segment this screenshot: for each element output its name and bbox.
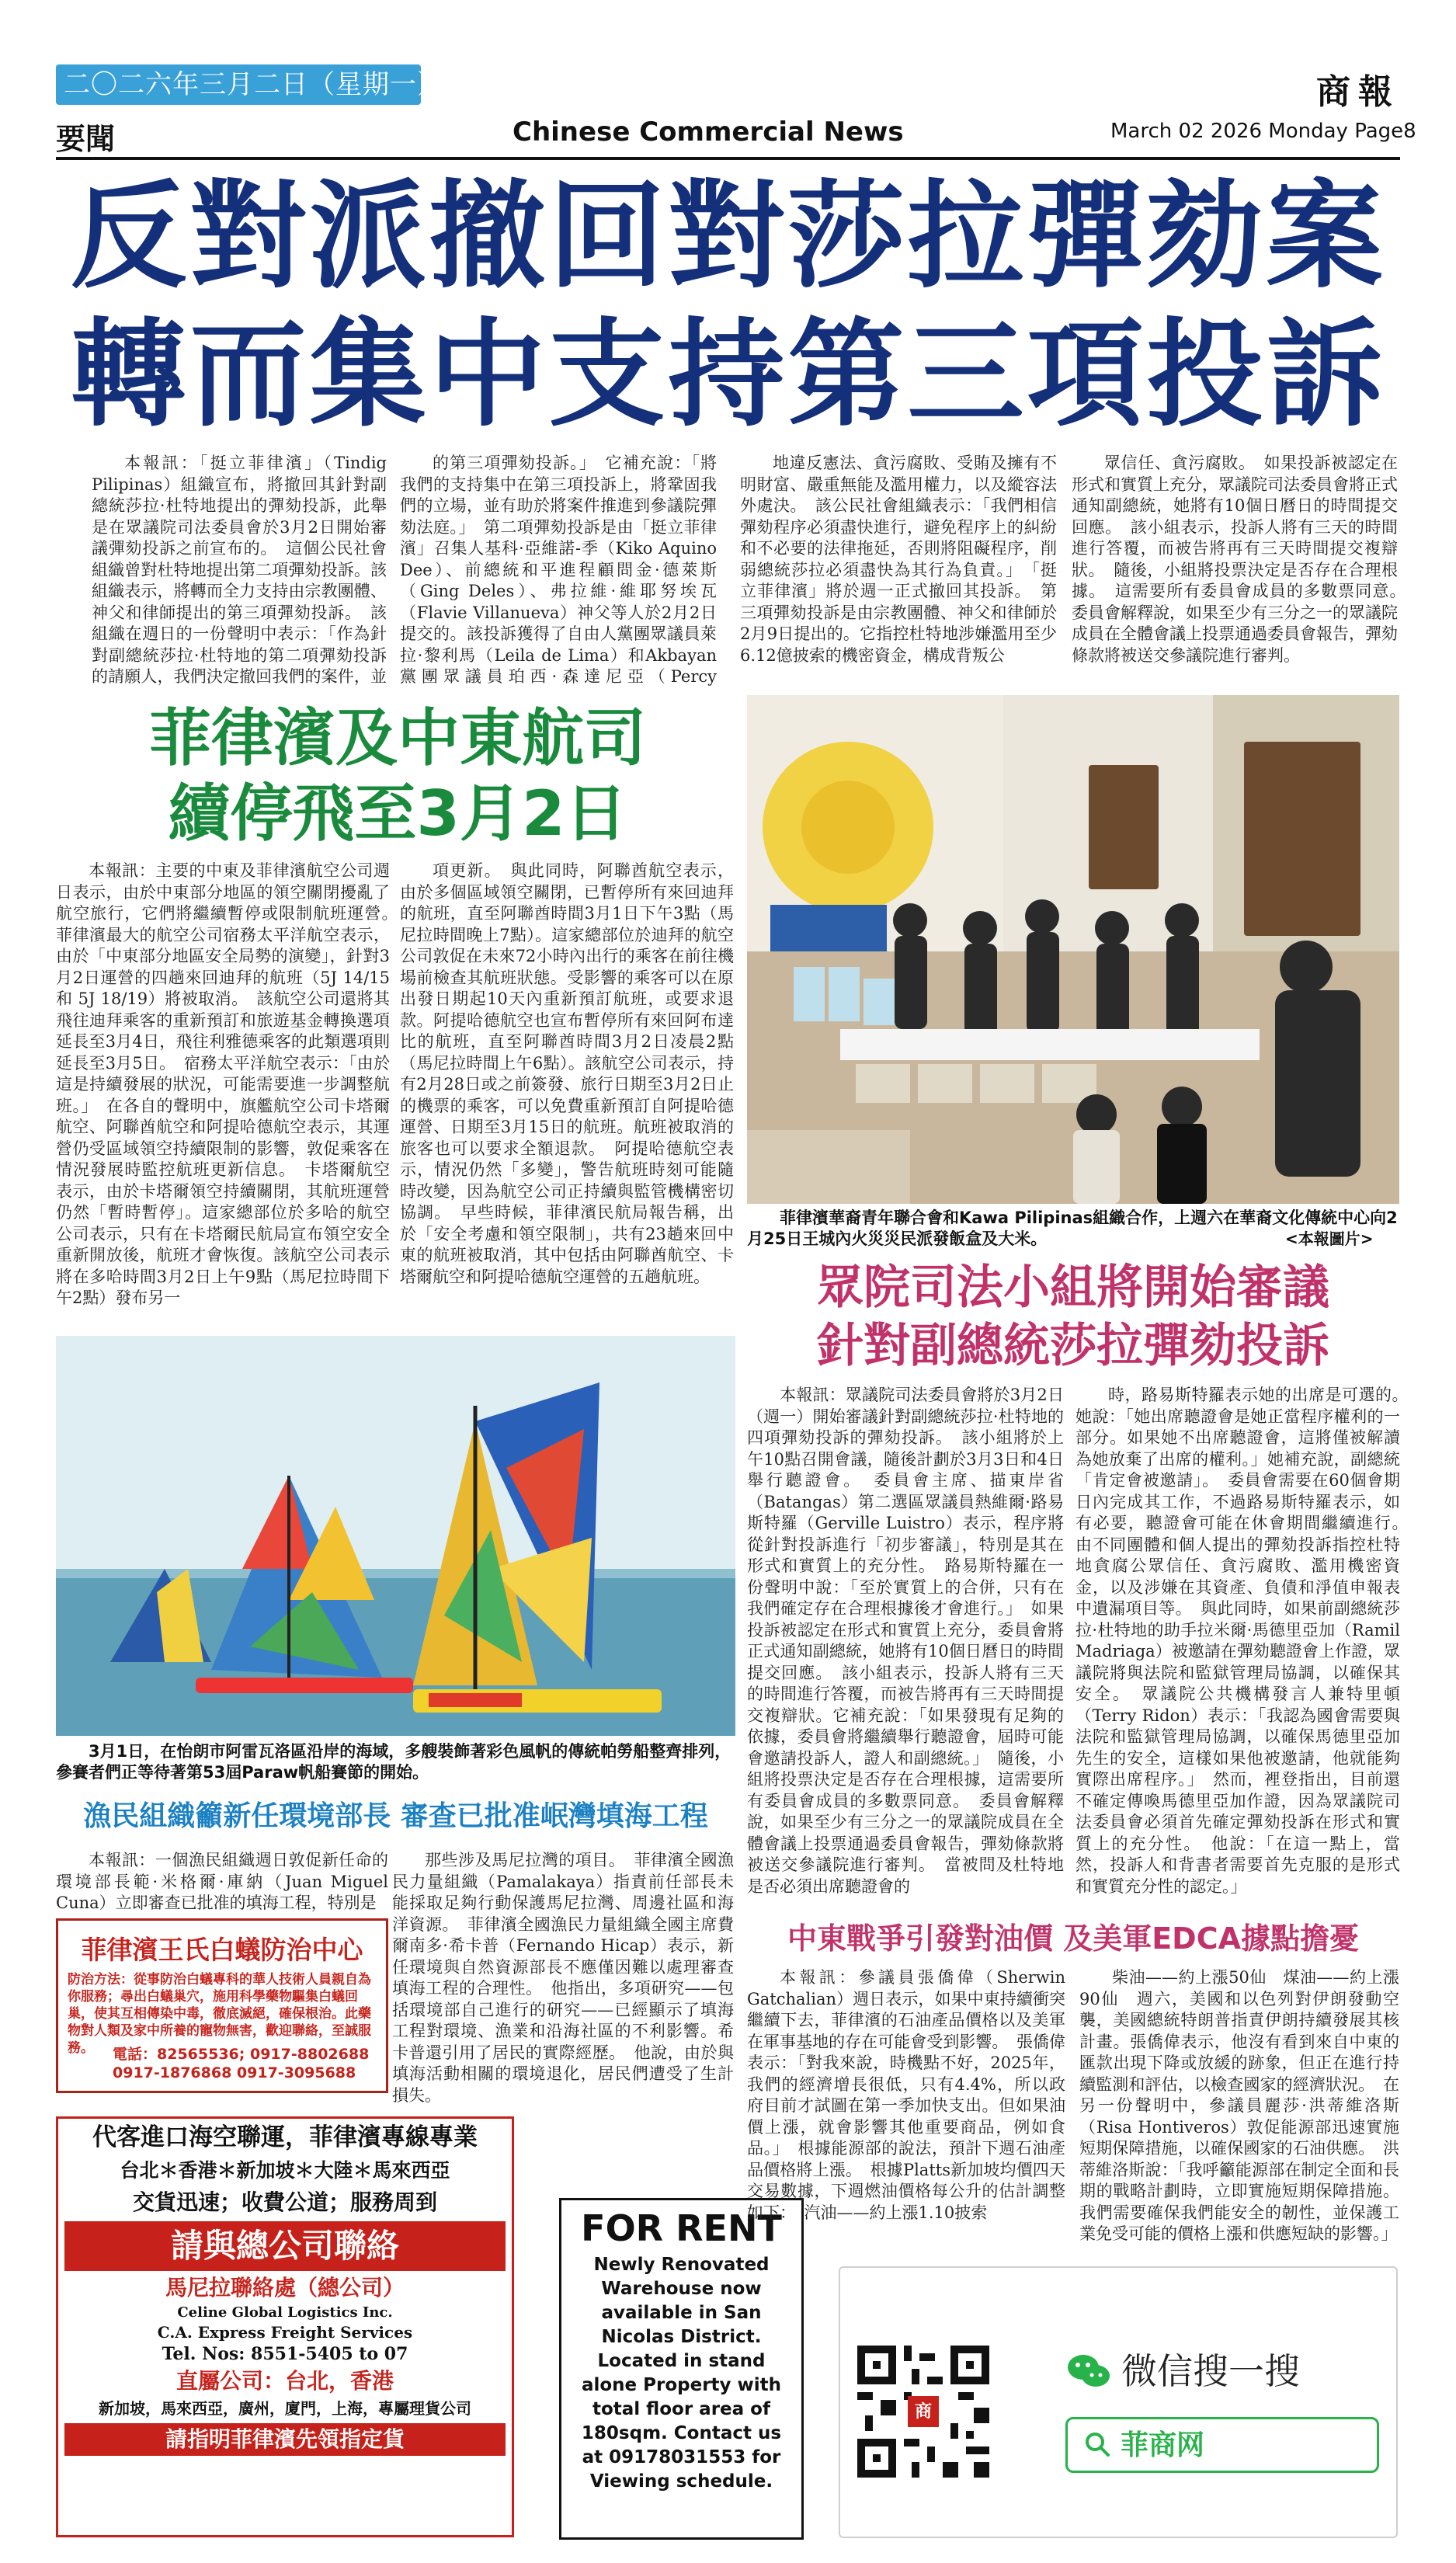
story2-headline-line1: 菲律濱及中東航司 [149, 702, 646, 774]
story3-headline-line2: 針對副總統莎拉彈劾投訴 [817, 1319, 1329, 1373]
story3-col2: 時，路易斯特羅表示她的出席是可選的。 她說：「她出席聽證會是她正當程序權利的一部分。如果她不出席聽證會，這將僅被解讀為她放棄了出席的權利。」她補充說，副總統「肯定會被邀請」。 委員會需要在60個會期日內完成其工作，不過路易斯特羅表示，如有必要，聽證會可能在休會期間繼續進行。 由不同團體和個人提出的彈劾投訴指控杜特地貪腐公眾信任、貪污腐敗、濫用機密資金，以及涉嫌在其資產、負債和淨值申報表中遺漏項目等。 與此同時，如果前副總統莎拉·杜特地的助手拉米爾·馬德里亞加（Ramil Madriaga）被邀請在彈劾聽證會上作證，眾議院將與法院和監獄管理局協調，以確保其安全。 眾議院公共機構發言人兼特里頓（Terry Ridon）表示：「我認為國會需要與法院和監獄管理局協調，以確保馬德里亞加先生的安全，這樣如果他被邀請，他就能夠實際出席程序。」 然而，裡登指出，目前還不確定傳喚馬德里亞加作證，因為眾議院司法委員會必須首先確定彈劾投訴在形式和實質上的充分性。 他說：「在這一點上，當然，投訴人和背書者需要首先克服的是形式和實質充分性的認定。」 [1075, 1386, 1400, 1896]
main-headline-line1: 反對派撤回對莎拉彈劾案 [70, 169, 1386, 304]
story3-col1: 本報訊：眾議院司法委員會將於3月2日（週一）開始審議針對副總統莎拉·杜特地的四項彈劾投訴的彈劾投訴。 該小組將於上午10點召開會議，隨後計劃於3月3日和4日舉行聽證會。 委員會主席、描東岸省（Batangas）第二選區眾議員熱維爾·路易斯特羅（Gerville Luistro）表示，程序將從針對投訴進行「初步審議」，特別是其在形式和實質上的充分性。 路易斯特羅在一份聲明中說：「至於實質上的合併，只有在我們確定存在合理根據後才會進行。」 如果投訴被認定在形式和實質上充分，委員會將正式通知副總統，她將有10個日曆日的時間提交回應。 該小組表示，投訴人將有三天的時間進行答覆，而被告將再有三天時間提交複辯狀。它補充說：「如果發現有足夠的依據，委員會將繼續舉行聽證會，屆時可能會邀請投訴人，證人和副總統。」 隨後，小組將投票決定是否存在合理根據，這需要所有委員會成員的多數票同意。 委員會解釋說，如果至少有三分之一的眾議院成員在全體會議上投票通過委員會報告，彈劾條款將被送交參議院進行審判。 當被問及杜特地是否必須出席聽證會的 [747, 1386, 1064, 1896]
qr-center-mark: 商 [914, 2401, 932, 2422]
wechat-icon-art [1067, 2353, 1110, 2389]
photo-food-distribution [747, 695, 1399, 1204]
paper-name-en: Chinese Commercial News [513, 116, 904, 148]
wechat-search-term: 菲商网 [1121, 2429, 1205, 2461]
ad-shipping-tagline: 交貨迅速；收費公道；服務周到 [132, 2189, 437, 2215]
masthead-date: 二〇二六年三月二日（星期一） [64, 69, 444, 100]
ad-shipping-company-2: C.A. Express Freight Services [157, 2323, 413, 2342]
photo-food-distribution-art [747, 695, 1399, 1204]
ad-shipping-tel: Tel. Nos: 8551-5405 to 07 [162, 2344, 408, 2364]
story4-col1: 本報訊：一個漁民組織週日敦促新任命的環境部長範·米格爾·庫納（Juan Miguel Cuna）立即審查已批准的填海工程，特別是 [56, 1851, 388, 1912]
ad-termite-body: 防治方法：從事防治白蟻專科的華人技術人員親自為你服務；尋出白蟻巢穴，施用科學藥物驅集白蟻回巢，使其互相傳染中毒，徹底滅絕，確保根治。此藥物對人類及家中所養的寵物無害，歡迎聯絡，至誠服務。 [68, 1972, 371, 2056]
photo1-caption: 菲律濱華裔青年聯合會和Kawa Pilipinas組織合作，上週六在華裔文化傳統中心向2月25日王城內火災災民派發飯盒及大米。 [747, 1208, 1398, 1248]
story4-col2: 那些涉及馬尼拉灣的項目。 菲律濱全國漁民力量組織（Pamalakaya）指責前任部長未能採取足夠行動保護馬尼拉灣、周邊社區和海洋資源。 菲律濱全國漁民力量組織全國主席費爾南多·希卡普（Fernando Hicap）表示，新任環境與自然資源部長不應僅因難以處理審查填海工程的合理性。 他指出，多項研究——包括環境部自己進行的研究——已經顯示了填海工程對環境、漁業和沿海社區的不利影響。希卡普還引用了居民的實際經歷。 他說，由於與填海活動相關的環境退化，居民們遭受了生計損失。 [392, 1851, 734, 2105]
ad-termite-phones [113, 2045, 369, 2082]
photo1-credit: <本報圖片> [1285, 1229, 1374, 1248]
ad-shipping-office: 馬尼拉聯絡處（總公司） [165, 2275, 405, 2300]
masthead-rule [56, 157, 1400, 160]
main-headline-line2: 轉而集中支持第三項投訴 [70, 308, 1386, 443]
ad-termite-phone1: 82565536; 0917-8802688 [157, 2046, 370, 2063]
story5-col1: 本報訊：參議員張僑偉（Sherwin Gatchalian）週日表示，如果中東持續衝突繼續下去，菲律濱的石油產品價格以及美軍在軍事基地的存在可能會受到影響。 張僑偉表示：「對我來說，時機點不好，2025年，我們的經濟增長很低，只有4.4%，所以政府目前才試圖在第一季加快支出。但如果油價上漲，就會影響其他重要商品，例如食品。」 根據能源部的說法，預計下週石油產品價格將上漲。 根據Platts新加坡均價四天交易數據，下週燃油價格每公升的估計調整如下： 汽油——約上漲1.10披索 [747, 1968, 1065, 2222]
photo-sailboats-art [56, 1336, 735, 1736]
date-en: March 02 2026 Monday Page8 [1110, 120, 1416, 143]
ad-termite-title: 菲律濱王氏白蟻防治中心 [81, 1935, 363, 1965]
paper-logo: 商報 [1316, 72, 1400, 112]
ad-shipping-footer: 請指明菲律濱先領指定貨 [64, 2423, 506, 2456]
qr-code [857, 2346, 989, 2478]
wechat-search-label: 微信搜一搜 [1121, 2350, 1300, 2392]
story3-headline-line1: 眾院司法小組將開始審議 [817, 1261, 1329, 1315]
story5-col2: 柴油——約上漲50仙 煤油——約上漲90仙 週六，美國和以色列對伊朗發動空襲，美國總統特朗普指責伊朗持續發展其核計畫。張僑偉表示，他沒有看到來自中東的匯款出現下降或放緩的跡象，但正在進行持續監測和評估，以檢查國家的經濟狀況。 在另一份聲明中，參議員麗莎·洪蒂維洛斯（Risa Hontiveros）敦促能源部迅速實施短期保障措施，以確保國家的石油供應。 洪蒂維洛斯說：「我呼籲能源部在制定全面和長期的戰略計劃時，立即實施短期保障措施。我們需要確保我們能安全的韌性，並保護工業免受可能的價格上漲和供應短缺的影響。」 [1079, 1968, 1399, 2243]
ad-termite-phone2: 0917-1876868 0917-3095688 [113, 2064, 356, 2081]
ad-termite-phone-label: 電話： [113, 2046, 158, 2063]
story5-headline: 中東戰爭引發對油價 及美軍EDCA據點擔憂 [787, 1921, 1360, 1956]
story2-col2: 項更新。 與此同時，阿聯酋航空表示，由於多個區域領空關閉，已暫停所有來回迪拜的航班，直至阿聯酋時間3月1日下午3點（馬尼拉時間晚上7點）。這家總部位於迪拜的航空公司敦促在未來72小時內出行的乘客在前往機場前檢查其航班狀態。受影響的乘客可以在原出發日期起10天內重新預訂航班，或要求退款。阿提哈德航空也宣布暫停所有來回阿布達比的航班，直至阿聯酋時間3月2日凌晨2點（馬尼拉時間上午6點）。該航空公司表示，持有2月28日或之前簽發、旅行日期至3月2日止的機票的乘客，可以免費重新預訂自阿提哈德運營、日期至3月15日的航班。航班被取消的旅客也可以要求全額退款。 阿提哈德航空表示，情況仍然「多變」，警告航班時刻可能隨時改變，因為航空公司正持續與監管機構密切協調。 早些時候，菲律濱民航局報告稱，出於「安全考慮和領空限制」，共有23趟來回中東的航班被取消，其中包括由阿聯酋航空、卡塔爾航空和阿提哈德航空運營的五趟航班。 [400, 861, 734, 1286]
wechat-icon [1067, 2353, 1110, 2389]
story1-col2: 的第三項彈劾投訴。」 它補充說：「將我們的支持集中在第三項投訴上，將鞏固我們的立場，並有助於將案件推進到參議院彈劾法庭。」 第二項彈劾投訴是由「挺立菲律濱」召集人基科·亞維諾-季（Kiko Aquino Dee）、前總統和平進程顧問金·德萊斯（Ging Deles）、弗拉維·維耶努埃瓦（Flavie Villanueva）神父等人於2月2日提交的。該投訴獲得了自由人黨團眾議員萊拉·黎利馬（Leila de Lima）和Akbayan黨團眾議員珀西·森達尼亞（Percy [400, 454, 717, 686]
ad-shipping [56, 2116, 514, 2537]
story1-col3: 地違反憲法、貪污腐敗、受賄及擁有不明財富、嚴重無能及濫用權力，以及縱容法外處決。 該公民社會組織表示：「我們相信彈劾程序必須盡快進行，避免程序上的糾紛和不必要的法律拖延，否則將阻礙程序，削弱總統莎拉必須盡快為其行為負責。」 「挺立菲律濱」將於週一正式撤回其投訴。 第三項彈劾投訴是由宗教團體、神父和律師於2月9日提出的。它指控杜特地涉嫌濫用至少6.12億披索的機密資金，構成背叛公 [740, 454, 1057, 665]
wechat-search-box[interactable] [1065, 2417, 1379, 2473]
search-icon [1085, 2432, 1110, 2457]
ad-shipping-branches: 直屬公司：台北，香港 [175, 2368, 394, 2394]
ad-rent-body: Newly Renovated Warehouse now available in San Nicolas District. Located in stand alone Property with total floor area of 180sqm. Contact us at 09178031553 for Viewing schedule. [581, 2255, 782, 2492]
story2-col1: 本報訊：主要的中東及菲律濱航空公司週日表示，由於中東部分地區的領空關閉擾亂了航空旅行，它們將繼續暫停或限制航班運營。 菲律濱最大的航空公司宿務太平洋航空表示，由於「中東部分地區安全局勢的演變」，針對3月2日運營的四趟來回迪拜的航班（5J 14/15 和 5J 18/19）將被取消。 該航空公司還將其飛往迪拜乘客的重新預訂和旅遊基金轉換選項延長至3月4日，飛往利雅德乘客的此類選項則延長至3月5日。 宿務太平洋航空表示：「由於這是持續發展的狀況，可能需要進一步調整航班。」 在各自的聲明中，旗艦航空公司卡塔爾航空、阿聯酋航空和阿提哈德航空表示，其運營仍受區域領空持續限制的影響，敦促乘客在情況發展時監控航班更新信息。 卡塔爾航空表示，由於卡塔爾領空持續關閉，其航班運營仍然「暫時暫停」。這家總部位於多哈的航空公司表示，只有在卡塔爾民航局宣布領空安全重新開放後，航班才會恢復。該航空公司表示將在多哈時間3月2日上午9點（馬尼拉時間下午2點）發布另一 [56, 861, 390, 1307]
story4-headline: 漁民組織籲新任環境部長 審查已批准岷灣填海工程 [83, 1800, 708, 1832]
ad-wechat [839, 2266, 1398, 2538]
ad-rent-title: FOR RENT [581, 2207, 782, 2249]
photo2-caption: 3月1日，在怡朗市阿雷瓦洛區沿岸的海域，多艘裝飾著彩色風帆的傳統帕勞船整齊排列，參賽者們正等待著第53屆Paraw帆船賽節的開始。 [56, 1742, 731, 1782]
story2-headline-line2: 續停飛至3月2日 [168, 777, 627, 850]
ad-shipping-routes: 台北＊香港＊新加坡＊大陸＊馬來西亞 [120, 2159, 450, 2182]
ad-shipping-network: 新加坡，馬來西亞，廣州，廈門，上海，專屬理貨公司 [99, 2399, 471, 2418]
story1-col1: 本報訊：「挺立菲律濱」（Tindig Pilipinas）組織宣布，將撤回其針對副總統莎拉·杜特地提出的彈劾投訴，此舉是在眾議院司法委員會於3月2日開始審議彈劾投訴之前宣布的。 這個公民社會組織曾對杜特地提出第二項彈劾投訴。該組織表示，將轉而全力支持由宗教團體、神父和律師提出的第三項彈劾投訴。 該組織在週日的一份聲明中表示：「作為針對副總統莎拉·杜特地的第二項彈劾投訴的請願人，我們決定撤回我們的案件，並 [92, 454, 387, 686]
story1-col4: 眾信任、貪污腐敗。 如果投訴被認定在形式和實質上充分，眾議院司法委員會將正式通知副總統，她將有10個日曆日的時間提交回應。 該小組表示，投訴人將有三天的時間進行答覆，而被告將再有三天時間提交複辯狀。 隨後，小組將投票決定是否存在合理根據。 這需要所有委員會成員的多數票同意。 委員會解釋說，如果至少有三分之一的眾議院成員在全體會議上投票通過委員會報告，彈劾條款將被送交參議院進行審判。 [1072, 454, 1398, 665]
ad-termite [56, 1918, 388, 2093]
ad-for-rent [559, 2198, 804, 2540]
ad-shipping-title: 代客進口海空聯運，菲律濱專線專業 [92, 2123, 478, 2151]
ad-shipping-banner: 請與總公司聯絡 [64, 2221, 506, 2271]
ad-shipping-company-1: Celine Global Logistics Inc. [177, 2304, 393, 2321]
photo-sailboats [56, 1336, 735, 1736]
section-label: 要聞 [56, 122, 116, 156]
